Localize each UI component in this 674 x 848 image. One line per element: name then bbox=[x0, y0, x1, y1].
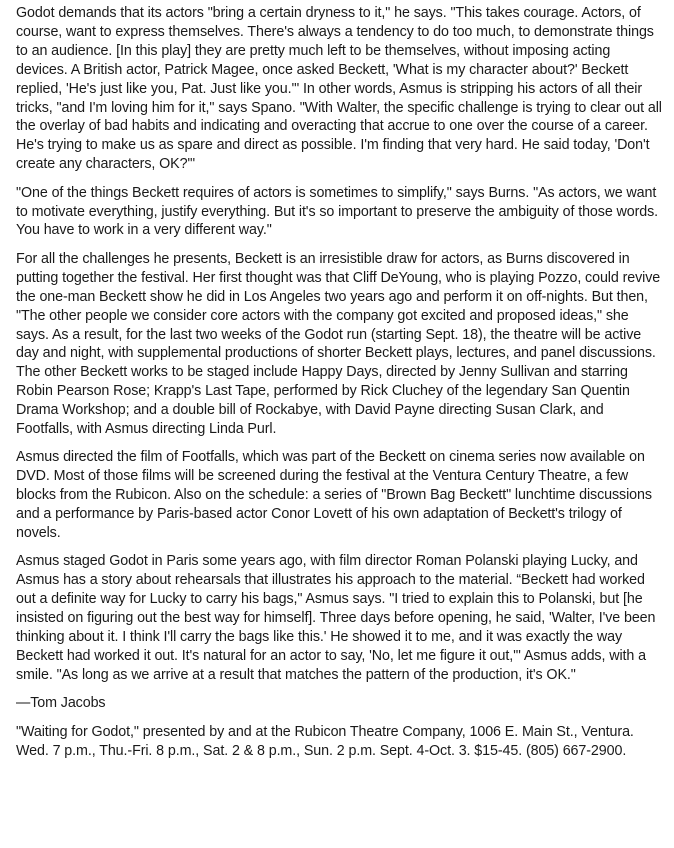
paragraph-festival-lineup: For all the challenges he presents, Beckett is an irresistible draw for actors, as Burns discovered in putting together the festival. Her first thought was that Cliff DeYoung, who is playing Pozzo, could revive the one-man Beckett show he did in Los Angeles two years ago and perform it on off-nights. But then, "The other people we consider core actors with the company got excited and proposed ideas," she says. As a result, for the last two weeks of the Godot run (starting Sept. 18), the theatre will be active day and night, with supplemental productions of shorter Beckett plays, lectures, and panel discussions. The other Beckett works to be staged include Happy Days, directed by Jenny Sullivan and starring Robin Pearson Rose; Krapp's Last Tape, performed by Rick Cluchey of the legendary San Quentin Drama Workshop; and a double bill of Rockabye, with David Payne directing Susan Clark, and Footfalls, with Asmus directing Linda Purl. bbox=[16, 250, 661, 438]
paragraph-beckett-dryness: Godot demands that its actors "bring a certain dryness to it," he says. "This takes courage. Actors, of course, want to express themselves. There's always a tendency to do too much, to demonstrate things to an audience. [In this play] they are pretty much left to be themselves, without imposing acting devices. A British actor, Patrick Magee, once asked Beckett, 'What is my character about?' Beckett replied, 'He's just like you, Pat. Just like you.'" In other words, Asmus is stripping his actors of all their tricks, "and I'm loving him for it," says Spano. "With Walter, the specific challenge is trying to clear out all the overlay of bad habits and indicating and overacting that accrue to one over the course of a career. He's trying to make us as spare and direct as possible. I'm finding that very hard. He said today, 'Don't create any characters, OK?'" bbox=[16, 5, 662, 173]
paragraph-burns-simplify: "One of the things Beckett requires of actors is sometimes to simplify," says Burns. "As actors, we want to motivate everything, justify everything. But it's so important to preserve the ambiguity of those words. You have to work in a very different way." bbox=[16, 184, 659, 239]
paragraph-polanski-story: Asmus staged Godot in Paris some years ago, with film director Roman Polanski playing Lucky, and Asmus has a story about rehearsals that illustrates his approach to the material. “Beckett had worked out a definite way for Lucky to carry his bags," Asmus says. "I tried to explain this to Polanski, but [he insisted on figuring out the best way for himself]. Three days before opening, he said, 'Walter, I've been thinking about it. I think I'll carry the bags like this.' He showed it to me, and it was exactly the way Beckett had worked it out. It's natural for an actor to say, 'No, let me figure it out,'" Asmus adds, with a smile. "As long as we arrive at a result that matches the pattern of the production, it's OK." bbox=[16, 553, 656, 683]
paragraph-footfalls-film: Asmus directed the film of Footfalls, which was part of the Beckett on cinema series now available on DVD. Most of those films will be screened during the festival at the Ventura Century Theatre, a few blocks from the Rubicon. Also on the schedule: a series of "Brown Bag Beckett" lunchtime discussions and a performance by Paris-based actor Conor Lovett of his own adaptation of Beckett's trilogy of novels. bbox=[16, 449, 652, 542]
byline: —Tom Jacobs bbox=[16, 695, 106, 712]
event-listing: "Waiting for Godot," presented by and at the Rubicon Theatre Company, 1006 E. Main St., Ventura. Wed. 7 p.m., Thu.-Fri. 8 p.m., Sat. 2 & 8 p.m., Sun. 2 p.m. Sept. 4-Oct. 3. $15-45. (805) 667-2900. bbox=[16, 724, 634, 760]
